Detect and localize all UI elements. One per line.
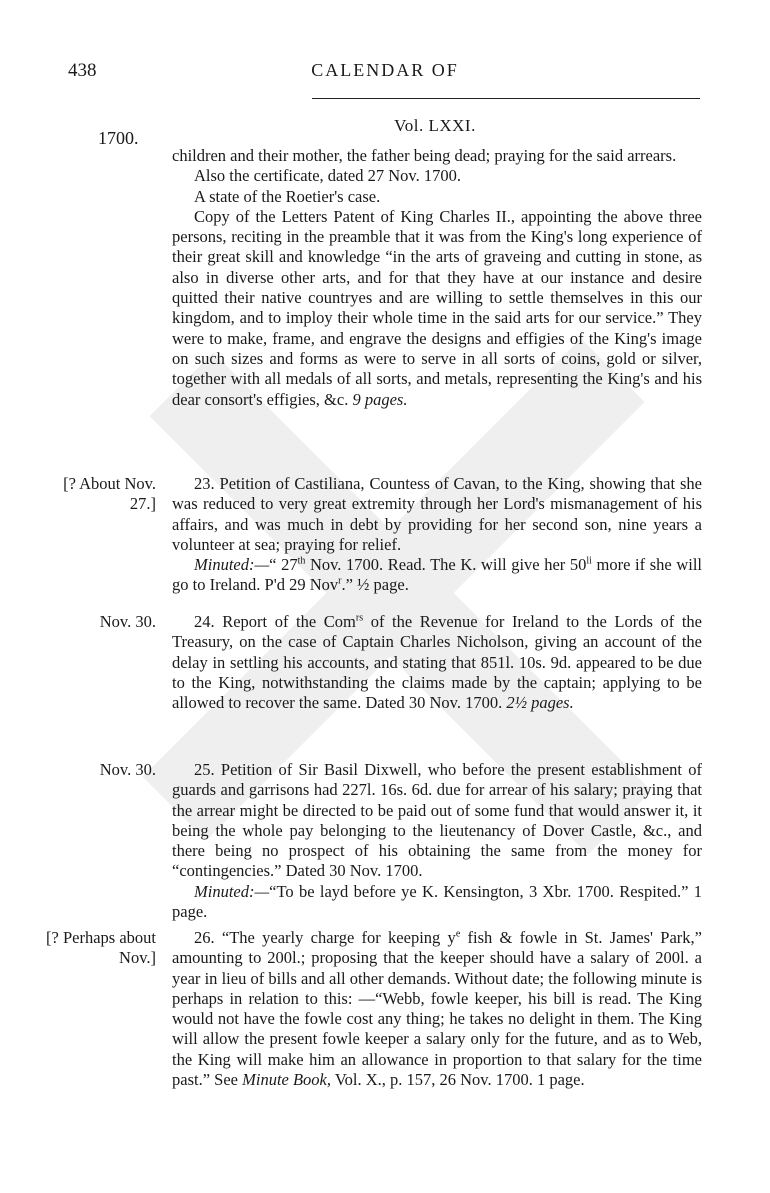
entry-23-minute-d: .” ½ page. (341, 575, 409, 595)
entry-23-text: 23. Petition of Castiliana, Countess of Cavan, to the King, showing that she was reduced to very great extremity through her Lord's mismanagement of his affairs, and was much in debt by providing for her second son, nine years a volunteer at sea; praying for relief. (172, 474, 702, 554)
volume-heading: Vol. LXXI. (394, 116, 476, 135)
entry-25-minute-text: “To be layd before ye K. Kensington, 3 Xbr. 1700. Respited.” 1 page. (172, 881, 702, 922)
intro-block (172, 146, 702, 410)
entry-23-minute-a: “ 27 (269, 555, 298, 575)
entry-23-minute (172, 555, 702, 596)
entry-24-text (172, 612, 702, 713)
entry-26-body (172, 928, 702, 1090)
entry-25-minute (172, 882, 702, 923)
entry-26-text-a: 26. “The yearly charge for keeping y (194, 928, 456, 947)
entry-24-pages: 2½ pages. (506, 693, 574, 713)
entry-26-text (172, 928, 702, 1090)
letters-patent-pages: 9 pages. (352, 389, 408, 409)
entry-24-text-b: of the Revenue for Ireland to the Lords of the Treasury, on the case of Captain Charles Nicholson, giving an account of the delay in settling his accounts, and stating that 851l. 10s. 9d. appeared to be due to the King, notwithstanding the claims made by the captain; applying to be allowed to recover the same. Dated 30 Nov. 1700. (172, 612, 702, 713)
entry-23-minute-sup-c: r (338, 575, 342, 587)
entry-23-minute-b: Nov. 1700. Read. The K. will give her 50 (305, 555, 587, 575)
entry-24-margin-date: Nov. 30. (99, 612, 156, 631)
entry-23-body (172, 474, 702, 596)
intro-letters-patent (172, 207, 702, 410)
running-head: CALENDAR OF (311, 60, 459, 80)
entry-23-minute-label: Minuted:— (194, 555, 270, 575)
intro-continuation: children and their mother, the father being dead; praying for the said arrears. (172, 146, 677, 165)
intro-state: A state of the Roetier's case. (194, 186, 381, 206)
page-number: 438 (68, 60, 97, 81)
header-rule (312, 98, 700, 99)
entry-25-margin-date: Nov. 30. (99, 760, 156, 779)
entry-26-text-c: Vol. X., p. 157, 26 Nov. 1700. 1 page. (331, 1070, 585, 1090)
letters-patent-text: Copy of the Letters Patent of King Charles II., appointing the above three persons, reciting in the preamble that it was from the King's long experience of their great skill and knowledge “in the arts of graveing and cutting in stone, as also in diverse other arts, and for that they have at our instance and desire quitted their native countryes and are willing to settle themselves in this our kingdom, and to imploy their whole time in the said arts for our service.” They were to make, frame, and engrave the designs and effigies of the King's image on such sizes and forms as were to serve in all sorts of coins, gold or silver, together with all medals of all sorts, and metals, representing the King's and his dear consort's effigies, &c. (172, 206, 702, 409)
entry-25-body (172, 760, 702, 922)
entry-23-margin-date: [? About Nov. 27.] (63, 474, 156, 514)
entry-23-minute-sup-b: li (586, 555, 592, 567)
entry-26-minute-book-ref: Minute Book, (242, 1070, 331, 1090)
entry-26-text-sup: e (455, 928, 461, 940)
year-marginal: 1700. (98, 128, 139, 148)
entry-25-text: 25. Petition of Sir Basil Dixwell, who before the present establishment of guards and garrisons had 227l. 16s. 6d. due for arrear of his salary; praying that the arrear might be directed to be paid out of some fund that would answer it, it being the whole pay belonging to the lieutenancy of Dover Castle, &c., and there being no prospect of his obtaining the same from the money for “contingencies.” Dated 30 Nov. 1700. (172, 760, 702, 881)
entry-23-minute-sup-a: th (297, 555, 306, 567)
entry-24-text-a: 24. Report of the Com (194, 612, 356, 631)
entry-26-margin-date: [? Perhaps about Nov.] (46, 928, 156, 968)
intro-certificate: Also the certificate, dated 27 Nov. 1700. (194, 166, 461, 186)
entry-26-text-b: fish & fowle in St. James' Park,” amounting to 200l.; proposing that the keeper should have a salary of 200l. a year in lieu of bills and all other demands. Without date; the following minute is perhaps in relation to this: —“Webb, fowle keeper, his bill is read. The King would not have the fowle cost any thing; he takes no delight in them. The King will allow the present fowle keeper a salary only for the future, and as to Web, the King will make him an allowance in proportion to that salary for the time past.” See (172, 928, 702, 1090)
entry-25-minute-label: Minuted:— (194, 881, 270, 901)
entry-23-minute-c: more if she will go to Ireland. P'd 29 Nov (172, 555, 702, 595)
entry-24-text-sup: rs (355, 612, 364, 624)
entry-24-body (172, 612, 702, 713)
